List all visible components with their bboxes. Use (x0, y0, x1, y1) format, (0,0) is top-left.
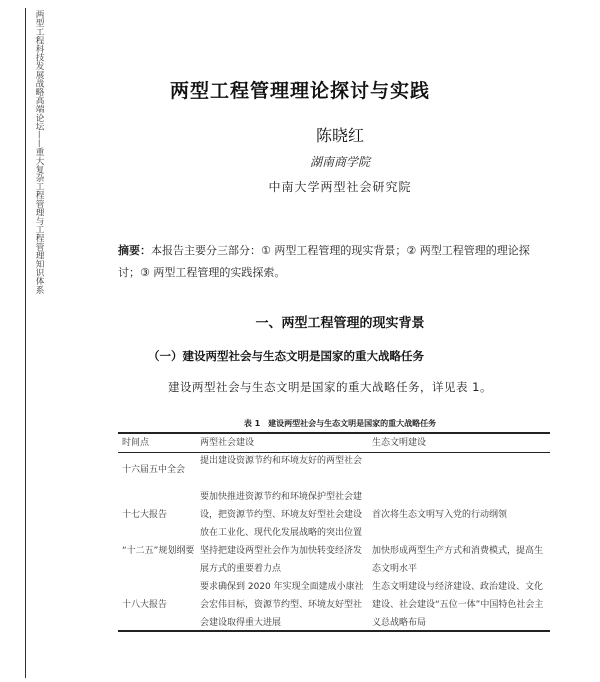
table-row-4-eco: 生态文明建设与经济建设、政治建设、文化建设、社会建设“五位一体”中国特色社会主义总战略布局 (372, 582, 544, 628)
subsection-heading: （一）建设两型社会与生态文明是国家的重大战略任务 (148, 349, 424, 363)
table-row-3-time: “十二五”规划纲要 (122, 546, 195, 556)
affiliation-2: 中南大学两型社会研究院 (268, 180, 412, 194)
paper-title: 两型工程管理理论探讨与实践 (169, 80, 430, 102)
section-heading: 一、两型工程管理的现实背景 (255, 316, 425, 331)
table-row-2-time: 十七大报告 (122, 510, 168, 520)
column-header-time: 时间点 (122, 438, 150, 448)
running-header-spine: 两型工程科技发展战略高端论坛——重大复杂工程管理与工程管理知识体系 (34, 10, 44, 294)
table-top-rule (118, 432, 550, 434)
column-header-two-type: 两型社会建设 (200, 438, 255, 448)
table-row-3-two-type: 坚持把建设两型社会作为加快转变经济发展方式的重要着力点 (200, 546, 363, 574)
abstract-text: 本报告主要分三部分：① 两型工程管理的现实背景；② 两型工程管理的理论探讨；③ 两型工程管理的实践探索。 (118, 244, 530, 279)
table-row-2-two-type: 要加快推进资源节约和环境保护型社会建设，把资源节约型、环境友好型社会建设放在工业化、现代化发展战略的突出位置 (200, 492, 363, 538)
author-name: 陈晓红 (315, 126, 364, 145)
abstract (118, 240, 538, 284)
table-bottom-rule (118, 630, 550, 632)
abstract-label: 摘要： (118, 244, 151, 257)
body-paragraph: 建设两型社会与生态文明是国家的重大战略任务，详见表 1。 (168, 380, 492, 394)
affiliation-1: 湖南商学院 (309, 155, 370, 169)
table-row-2-eco: 首次将生态文明写入党的行动纲领 (372, 510, 508, 520)
column-header-eco: 生态文明建设 (372, 438, 427, 448)
table-caption: 表 1 建设两型社会与生态文明是国家的重大战略任务 (243, 419, 437, 428)
table-row-1-two-type: 提出建设资源节约和环境友好的两型社会 (200, 456, 363, 466)
table-row-4-time: 十八大报告 (122, 600, 168, 610)
spine-rule (25, 8, 26, 678)
table-row-4-two-type: 要求确保到 2020 年实现全面建成小康社会宏伟目标，资源节约型、环境友好型社会建设取得重大进展 (200, 582, 364, 628)
table-row-3-eco: 加快形成两型生产方式和消费模式，提高生态文明水平 (372, 546, 544, 574)
table-row-1-time: 十六届五中全会 (122, 465, 186, 475)
